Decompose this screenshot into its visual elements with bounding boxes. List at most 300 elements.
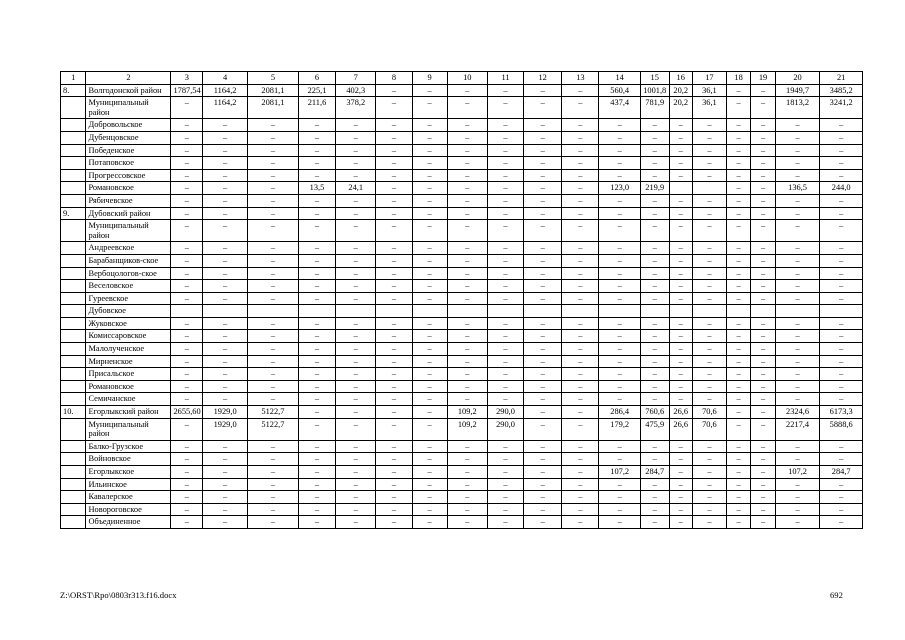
value-cell: –	[298, 131, 335, 144]
value-cell: –	[562, 440, 599, 453]
value-cell: –	[775, 119, 820, 132]
value-cell: –	[298, 466, 335, 479]
column-number-cell: 10	[447, 72, 487, 85]
value-cell: –	[599, 292, 640, 305]
value-cell: –	[640, 194, 669, 207]
value-cell: –	[412, 144, 447, 157]
value-cell	[447, 305, 487, 318]
column-number-cell: 5	[247, 72, 298, 85]
value-cell: –	[412, 157, 447, 170]
value-cell: –	[751, 317, 775, 330]
value-cell: –	[751, 453, 775, 466]
territory-name-cell: Жуковское	[86, 317, 171, 330]
value-cell: 109,2	[447, 418, 487, 440]
value-cell: –	[775, 131, 820, 144]
value-cell: –	[669, 380, 692, 393]
value-cell: 70,6	[692, 418, 726, 440]
value-cell: –	[751, 478, 775, 491]
value-cell: –	[247, 393, 298, 406]
value-cell: 24,1	[336, 182, 376, 195]
value-cell: –	[376, 254, 412, 267]
value-cell: –	[751, 242, 775, 255]
column-number-cell: 21	[820, 72, 863, 85]
value-cell: –	[376, 406, 412, 419]
value-cell: –	[412, 194, 447, 207]
value-cell	[412, 305, 447, 318]
value-cell: –	[726, 97, 750, 119]
value-cell: –	[640, 220, 669, 242]
value-cell: –	[203, 194, 248, 207]
value-cell: –	[524, 418, 562, 440]
value-cell: –	[692, 169, 726, 182]
value-cell: –	[640, 157, 669, 170]
value-cell: –	[376, 440, 412, 453]
value-cell: 781,9	[640, 97, 669, 119]
value-cell: –	[692, 453, 726, 466]
value-cell: –	[820, 157, 863, 170]
value-cell: –	[247, 157, 298, 170]
value-cell: –	[447, 157, 487, 170]
value-cell: –	[203, 343, 248, 356]
value-cell: –	[171, 131, 203, 144]
value-cell: –	[640, 516, 669, 529]
value-cell: –	[376, 207, 412, 220]
value-cell: –	[171, 516, 203, 529]
value-cell: –	[524, 131, 562, 144]
value-cell: –	[820, 119, 863, 132]
row-number-cell	[61, 194, 86, 207]
value-cell: –	[524, 280, 562, 293]
value-cell: –	[487, 368, 523, 381]
territory-name-cell: Малолученское	[86, 343, 171, 356]
value-cell: –	[562, 254, 599, 267]
value-cell: –	[203, 453, 248, 466]
value-cell: –	[447, 84, 487, 97]
value-cell: –	[447, 144, 487, 157]
table-row	[61, 131, 863, 144]
value-cell: –	[487, 182, 523, 195]
value-cell: –	[447, 119, 487, 132]
value-cell: 402,3	[336, 84, 376, 97]
value-cell: –	[412, 267, 447, 280]
value-cell: –	[692, 157, 726, 170]
value-cell: 1787,54	[171, 84, 203, 97]
table-row	[61, 516, 863, 529]
value-cell: –	[487, 157, 523, 170]
value-cell: –	[171, 242, 203, 255]
value-cell: –	[562, 466, 599, 479]
value-cell: –	[171, 418, 203, 440]
table-row	[61, 478, 863, 491]
value-cell: –	[247, 355, 298, 368]
value-cell: –	[524, 330, 562, 343]
value-cell: –	[376, 157, 412, 170]
value-cell: –	[524, 380, 562, 393]
value-cell: 290,0	[487, 418, 523, 440]
column-number-cell: 2	[86, 72, 171, 85]
value-cell: 123,0	[599, 182, 640, 195]
value-cell: –	[820, 131, 863, 144]
value-cell: –	[336, 491, 376, 504]
value-cell: –	[640, 144, 669, 157]
value-cell: –	[775, 368, 820, 381]
table-row	[61, 280, 863, 293]
row-number-cell	[61, 466, 86, 479]
value-cell: –	[692, 194, 726, 207]
value-cell: –	[247, 478, 298, 491]
value-cell: –	[820, 503, 863, 516]
value-cell: 1813,2	[775, 97, 820, 119]
value-cell: –	[751, 491, 775, 504]
table-row	[61, 330, 863, 343]
row-number-cell	[61, 267, 86, 280]
row-number-cell	[61, 182, 86, 195]
table-body	[61, 72, 863, 529]
value-cell: –	[376, 503, 412, 516]
value-cell: –	[412, 453, 447, 466]
value-cell: –	[751, 406, 775, 419]
value-cell: –	[669, 317, 692, 330]
territory-name-cell: Веселовское	[86, 280, 171, 293]
value-cell: –	[640, 393, 669, 406]
value-cell: –	[412, 182, 447, 195]
row-number-cell	[61, 355, 86, 368]
value-cell: –	[447, 317, 487, 330]
value-cell: –	[298, 516, 335, 529]
value-cell: –	[171, 207, 203, 220]
value-cell: –	[751, 157, 775, 170]
value-cell: –	[640, 440, 669, 453]
value-cell: –	[376, 144, 412, 157]
value-cell: –	[726, 491, 750, 504]
value-cell: –	[562, 97, 599, 119]
territory-name-cell: Егорлыкский район	[86, 406, 171, 419]
value-cell: 5122,7	[247, 406, 298, 419]
table-row	[61, 453, 863, 466]
row-number-cell	[61, 418, 86, 440]
value-cell: –	[692, 220, 726, 242]
table-row	[61, 267, 863, 280]
value-cell: –	[171, 267, 203, 280]
value-cell: –	[524, 242, 562, 255]
value-cell: –	[247, 368, 298, 381]
value-cell: –	[171, 491, 203, 504]
table-row	[61, 292, 863, 305]
value-cell	[692, 305, 726, 318]
value-cell: –	[726, 194, 750, 207]
value-cell: –	[203, 254, 248, 267]
value-cell: –	[751, 207, 775, 220]
value-cell: –	[640, 280, 669, 293]
value-cell: –	[336, 267, 376, 280]
value-cell: –	[447, 466, 487, 479]
value-cell: –	[599, 343, 640, 356]
value-cell: –	[669, 144, 692, 157]
value-cell: –	[640, 330, 669, 343]
value-cell: –	[820, 440, 863, 453]
value-cell: –	[820, 380, 863, 393]
value-cell: –	[599, 393, 640, 406]
value-cell	[336, 305, 376, 318]
value-cell: –	[692, 144, 726, 157]
value-cell: –	[298, 491, 335, 504]
value-cell: –	[412, 254, 447, 267]
value-cell: –	[562, 355, 599, 368]
table-row	[61, 440, 863, 453]
value-cell: –	[298, 380, 335, 393]
value-cell: –	[487, 330, 523, 343]
value-cell: –	[669, 242, 692, 255]
column-number-cell: 16	[669, 72, 692, 85]
value-cell: –	[336, 317, 376, 330]
value-cell: –	[203, 368, 248, 381]
value-cell: –	[412, 368, 447, 381]
value-cell: –	[562, 330, 599, 343]
value-cell: –	[524, 169, 562, 182]
value-cell: –	[524, 144, 562, 157]
value-cell: –	[524, 267, 562, 280]
value-cell: –	[726, 503, 750, 516]
value-cell: –	[751, 194, 775, 207]
value-cell: –	[640, 503, 669, 516]
value-cell: –	[487, 516, 523, 529]
value-cell: –	[599, 516, 640, 529]
value-cell: –	[562, 516, 599, 529]
value-cell: –	[692, 280, 726, 293]
row-number-cell	[61, 254, 86, 267]
value-cell: –	[336, 393, 376, 406]
value-cell	[820, 305, 863, 318]
value-cell: –	[726, 355, 750, 368]
value-cell: –	[336, 220, 376, 242]
value-cell: –	[640, 343, 669, 356]
value-cell: –	[487, 242, 523, 255]
value-cell: –	[412, 119, 447, 132]
value-cell: –	[412, 406, 447, 419]
value-cell: –	[171, 368, 203, 381]
value-cell: –	[298, 418, 335, 440]
table-row	[61, 194, 863, 207]
value-cell: –	[487, 97, 523, 119]
table-row	[61, 169, 863, 182]
value-cell: –	[487, 491, 523, 504]
value-cell: 70,6	[692, 406, 726, 419]
value-cell: –	[562, 368, 599, 381]
value-cell: –	[669, 131, 692, 144]
value-cell: –	[640, 267, 669, 280]
value-cell: –	[726, 144, 750, 157]
value-cell: –	[336, 144, 376, 157]
row-number-cell: 8.	[61, 84, 86, 97]
data-table	[60, 71, 863, 529]
column-number-cell: 3	[171, 72, 203, 85]
value-cell: –	[524, 317, 562, 330]
column-number-cell: 15	[640, 72, 669, 85]
value-cell: –	[562, 220, 599, 242]
value-cell: –	[692, 330, 726, 343]
value-cell: –	[692, 478, 726, 491]
value-cell: –	[298, 157, 335, 170]
value-cell: –	[376, 393, 412, 406]
value-cell: –	[412, 343, 447, 356]
row-number-cell	[61, 220, 86, 242]
value-cell: –	[524, 254, 562, 267]
value-cell: –	[562, 418, 599, 440]
value-cell: –	[640, 368, 669, 381]
value-cell: 5122,7	[247, 418, 298, 440]
value-cell: –	[820, 343, 863, 356]
value-cell: –	[412, 330, 447, 343]
value-cell: –	[524, 343, 562, 356]
value-cell	[669, 305, 692, 318]
value-cell: –	[171, 254, 203, 267]
value-cell: –	[562, 144, 599, 157]
value-cell: –	[336, 406, 376, 419]
value-cell: –	[336, 157, 376, 170]
value-cell: –	[692, 207, 726, 220]
value-cell: –	[487, 194, 523, 207]
table-row	[61, 491, 863, 504]
value-cell: 179,2	[599, 418, 640, 440]
value-cell: –	[171, 380, 203, 393]
value-cell: –	[298, 280, 335, 293]
value-cell: –	[412, 131, 447, 144]
value-cell: –	[487, 343, 523, 356]
value-cell: –	[751, 292, 775, 305]
value-cell: –	[562, 393, 599, 406]
value-cell: –	[336, 516, 376, 529]
value-cell: –	[524, 516, 562, 529]
territory-name-cell: Гуреевское	[86, 292, 171, 305]
value-cell: –	[562, 343, 599, 356]
value-cell: –	[669, 491, 692, 504]
value-cell: –	[247, 516, 298, 529]
value-cell: –	[669, 292, 692, 305]
value-cell: –	[447, 280, 487, 293]
value-cell: –	[171, 466, 203, 479]
value-cell: –	[726, 157, 750, 170]
value-cell: 5888,6	[820, 418, 863, 440]
value-cell: –	[412, 292, 447, 305]
value-cell: –	[726, 406, 750, 419]
row-number-cell	[61, 144, 86, 157]
territory-name-cell: Волгодонской район	[86, 84, 171, 97]
value-cell: –	[751, 355, 775, 368]
value-cell: –	[376, 491, 412, 504]
value-cell: 6173,3	[820, 406, 863, 419]
value-cell: –	[820, 267, 863, 280]
value-cell: –	[726, 368, 750, 381]
value-cell: –	[599, 157, 640, 170]
value-cell: –	[562, 84, 599, 97]
value-cell: –	[751, 131, 775, 144]
value-cell: –	[247, 254, 298, 267]
value-cell: –	[640, 317, 669, 330]
row-number-cell	[61, 491, 86, 504]
value-cell: –	[298, 393, 335, 406]
value-cell: –	[599, 330, 640, 343]
value-cell: –	[751, 393, 775, 406]
value-cell: –	[726, 478, 750, 491]
value-cell: –	[751, 440, 775, 453]
value-cell: –	[412, 393, 447, 406]
value-cell: –	[336, 343, 376, 356]
value-cell: 211,6	[298, 97, 335, 119]
value-cell: –	[524, 207, 562, 220]
value-cell	[298, 305, 335, 318]
value-cell: –	[447, 220, 487, 242]
value-cell: –	[247, 169, 298, 182]
table-row	[61, 242, 863, 255]
value-cell: 1164,2	[203, 97, 248, 119]
value-cell: –	[171, 97, 203, 119]
value-cell: –	[171, 317, 203, 330]
value-cell: –	[376, 418, 412, 440]
value-cell: –	[376, 330, 412, 343]
value-cell: –	[751, 97, 775, 119]
column-number-cell: 13	[562, 72, 599, 85]
value-cell: –	[524, 466, 562, 479]
value-cell: –	[336, 242, 376, 255]
value-cell: –	[247, 440, 298, 453]
value-cell	[203, 305, 248, 318]
value-cell	[487, 305, 523, 318]
value-cell: –	[203, 440, 248, 453]
column-number-cell: 18	[726, 72, 750, 85]
row-number-cell	[61, 169, 86, 182]
value-cell: –	[562, 157, 599, 170]
table-row	[61, 503, 863, 516]
value-cell	[692, 182, 726, 195]
value-cell: –	[775, 280, 820, 293]
value-cell: –	[247, 194, 298, 207]
value-cell: –	[247, 503, 298, 516]
value-cell: –	[336, 169, 376, 182]
value-cell: –	[203, 330, 248, 343]
territory-name-cell: Муниципальный район	[86, 418, 171, 440]
value-cell: –	[669, 267, 692, 280]
footer-file-path: Z:\ORST\Rpo\0803r313.f16.docx	[60, 590, 177, 600]
value-cell: –	[669, 393, 692, 406]
value-cell: –	[203, 380, 248, 393]
value-cell: –	[775, 453, 820, 466]
value-cell: –	[820, 280, 863, 293]
value-cell: –	[336, 440, 376, 453]
table-row	[61, 355, 863, 368]
value-cell: –	[640, 380, 669, 393]
value-cell: –	[640, 491, 669, 504]
value-cell: 107,2	[599, 466, 640, 479]
value-cell: –	[487, 453, 523, 466]
value-cell: –	[336, 119, 376, 132]
value-cell: –	[376, 267, 412, 280]
value-cell: –	[669, 516, 692, 529]
value-cell: –	[562, 503, 599, 516]
value-cell: –	[640, 453, 669, 466]
territory-name-cell: Барабанщиков-ское	[86, 254, 171, 267]
value-cell	[171, 305, 203, 318]
value-cell: –	[298, 144, 335, 157]
value-cell: –	[376, 292, 412, 305]
value-cell: –	[669, 207, 692, 220]
value-cell: –	[376, 194, 412, 207]
value-cell: –	[336, 368, 376, 381]
value-cell: –	[692, 343, 726, 356]
value-cell: –	[562, 194, 599, 207]
value-cell: –	[820, 368, 863, 381]
value-cell: –	[524, 355, 562, 368]
row-number-cell	[61, 380, 86, 393]
